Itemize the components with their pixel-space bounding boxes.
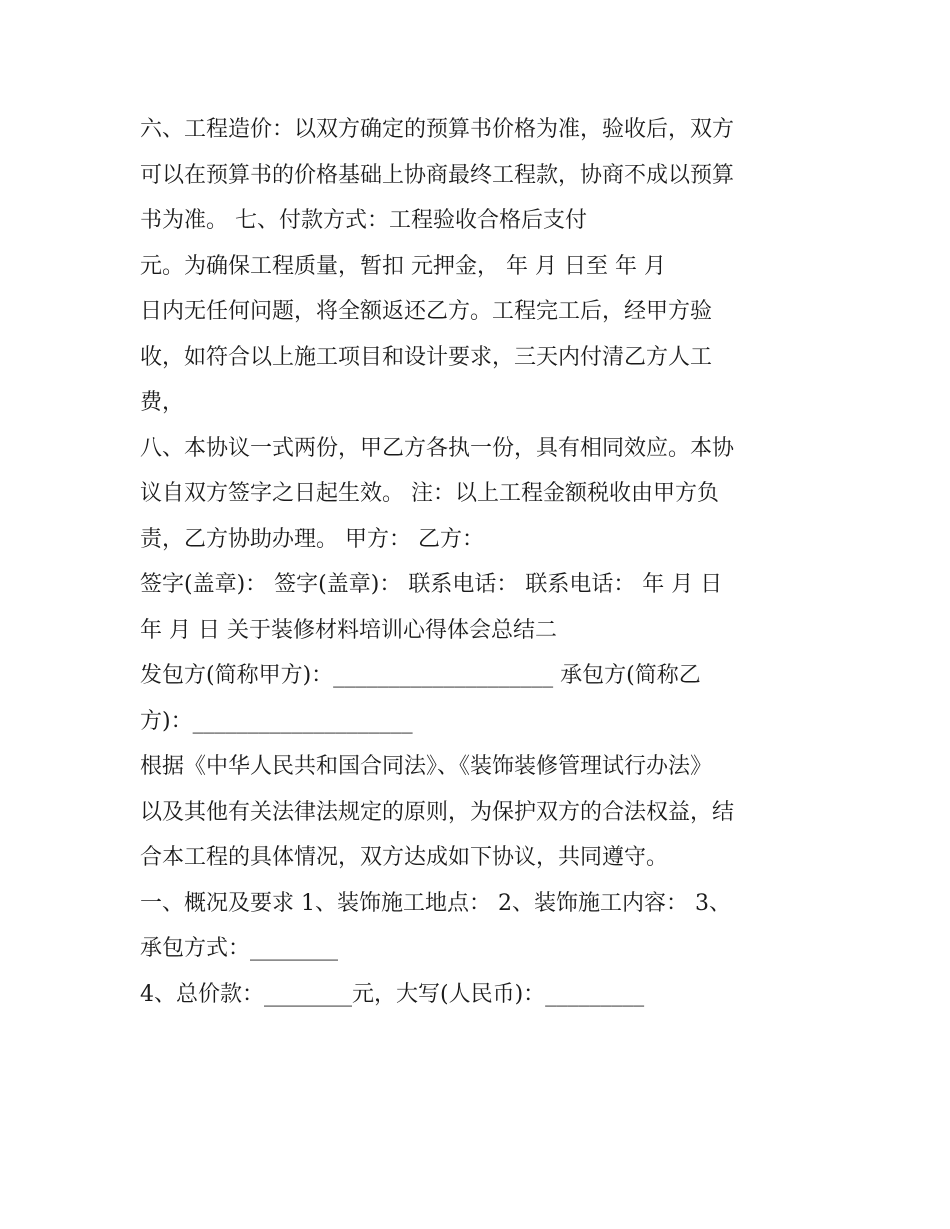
text-line: 元。为确保工程质量，暂扣 元押金， 年 月 日至 年 月 bbox=[140, 253, 666, 279]
text-line: 签字(盖章)： 签字(盖章)： 联系电话： 联系电话： 年 月 日 bbox=[140, 572, 723, 597]
text-line: 可以在预算书的价格基础上协商最终工程款，协商不成以预算 bbox=[140, 162, 735, 188]
text-line: 书为准。 七、付款方式：工程验收合格后支付 bbox=[140, 208, 587, 233]
text-line: 费， bbox=[140, 390, 185, 415]
text-line: 4、总价款：________元，大写(人民币)：_________ bbox=[140, 981, 645, 1007]
text-line: 以及其他有关法律法规定的原则，为保护双方的合法权益，结 bbox=[140, 799, 735, 825]
text-line: 发包方(简称甲方)：____________________ 承包方(简称乙 bbox=[140, 663, 701, 688]
text-line: 根据《中华人民共和国合同法》、《装饰装修管理试行办法》 bbox=[140, 754, 713, 779]
text-line: 合本工程的具体情况，双方达成如下协议，共同遵守。 bbox=[140, 845, 669, 870]
text-line: 年 月 日 关于装修材料培训心得体会总结二 bbox=[140, 617, 557, 643]
text-line: 方)：____________________ bbox=[140, 708, 413, 734]
text-line: 日内无任何问题，将全额返还乙方。工程完工后，经甲方验 bbox=[140, 299, 713, 324]
text-line: 一、概况及要求 1、装饰施工地点： 2、装饰施工内容： 3、 bbox=[140, 890, 731, 916]
text-line: 承包方式：________ bbox=[140, 936, 339, 961]
document-body bbox=[140, 107, 820, 1017]
text-line: 议自双方签字之日起生效。 注：以上工程金额税收由甲方负 bbox=[140, 481, 719, 506]
text-line: 六、工程造价：以双方确定的预算书价格为准，验收后，双方 bbox=[140, 117, 735, 142]
text-line: 收，如符合以上施工项目和设计要求，三天内付清乙方人工 bbox=[140, 344, 713, 370]
text-line: 责，乙方协助办理。 甲方： 乙方： bbox=[140, 526, 484, 552]
text-line: 八、本协议一式两份，甲乙方各执一份，具有相同效应。本协 bbox=[140, 435, 735, 461]
